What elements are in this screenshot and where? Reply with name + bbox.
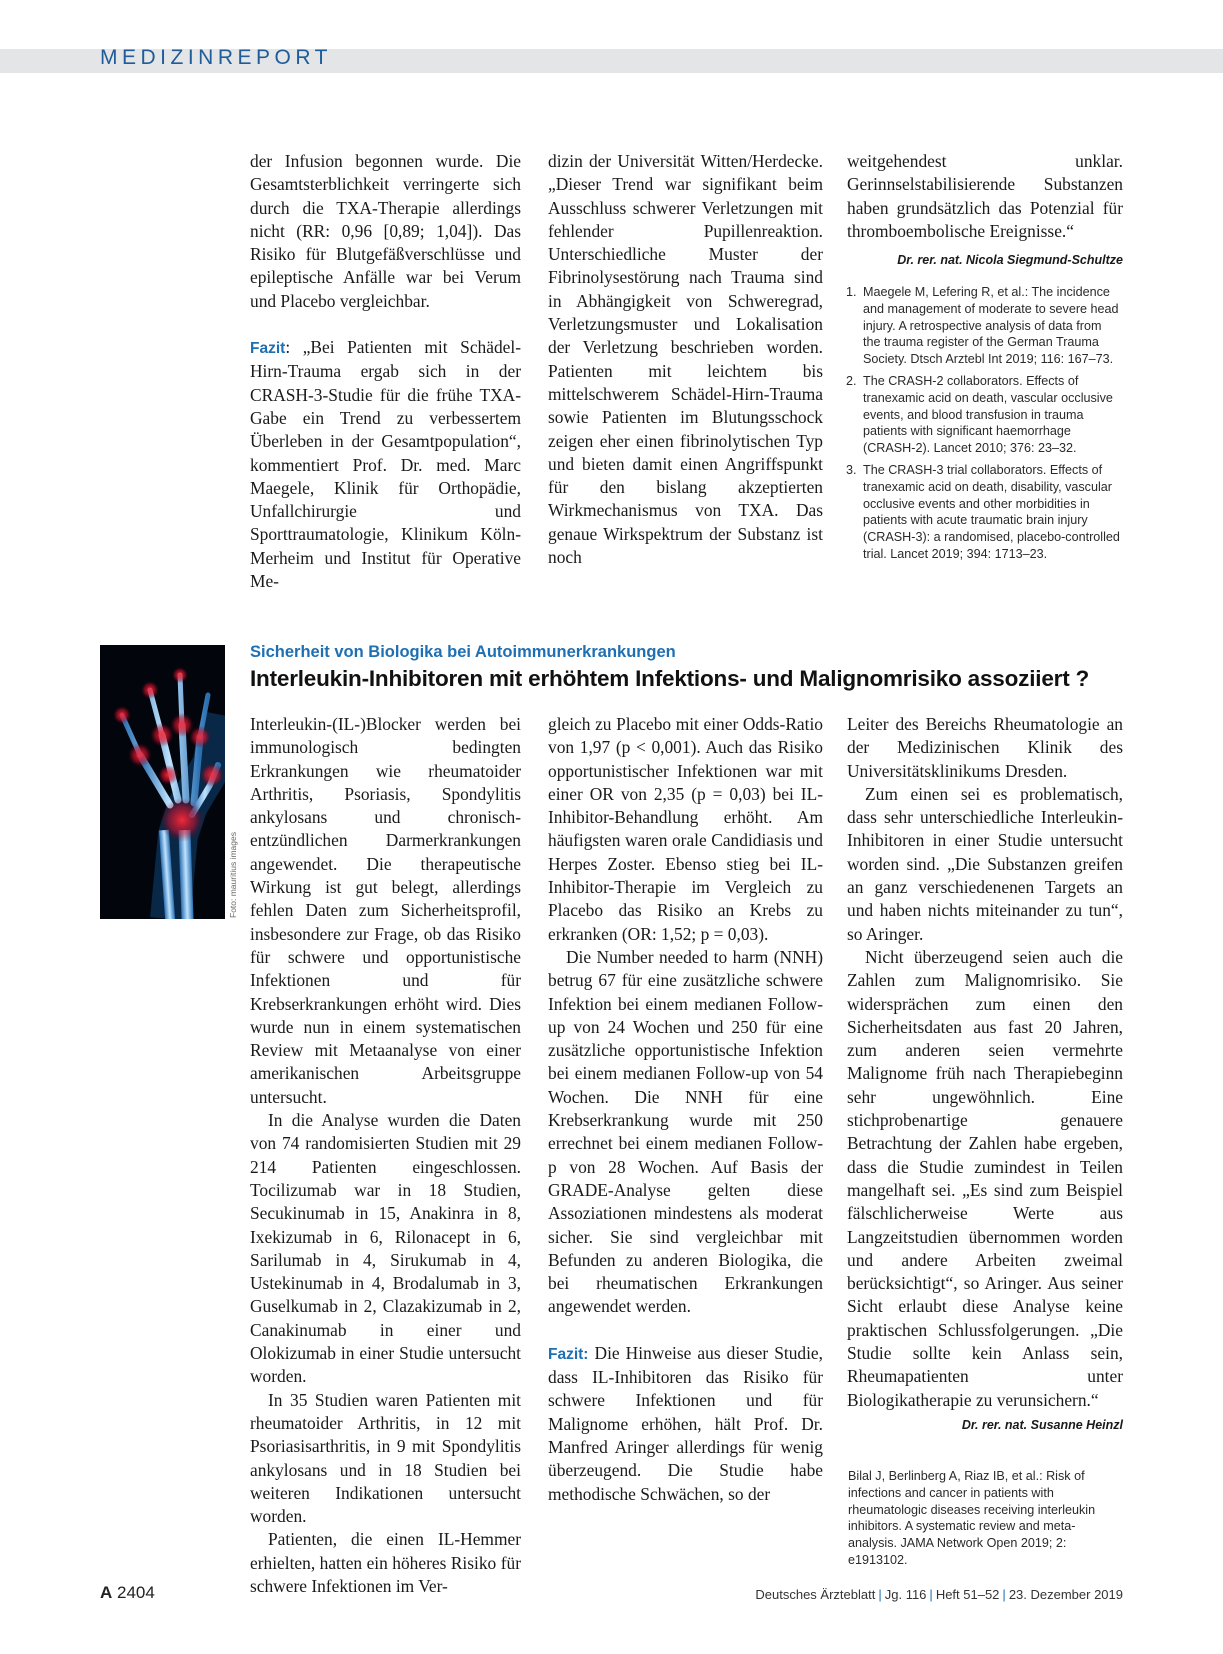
article1-col2-paragraph: dizin der Universität Witten/Herdecke. „Dieser Trend war signifikant beim Ausschluss schwerer Verletzungen mit fehlender Pupillenreaktion. Unterschiedliche Muster der Fibrinolysestörung nach Trauma sind in Abhängigkeit von Schweregrad, Verletzungsmuster und Lokalisation der Verletzung beschrieben worden. Patienten mit leichtem bis mittelschwerem Schädel-Hirn-Trauma sowie Patienten im Blutungsschock zeigen eher einen fibrinolytischen Typ und bieten damit einen Angriffspunkt für den bislang akzeptierten Wirkmechanismus von TXA. Das genaue Wirkspektrum der Substanz ist noch bbox=[548, 151, 823, 568]
article2-paragraph: Leiter des Bereichs Rheumatologie an der Medizinischen Klinik des Universitätsklinikums Dresden. bbox=[847, 714, 1123, 781]
article1-column-3 bbox=[847, 150, 1123, 272]
article1-col3-paragraph: weitgehendest unklar. Gerinnselstabilisierende Substanzen haben grundsätzlich das Potenzial für thromboembolische Ereignisse.“ bbox=[847, 151, 1123, 241]
hand-xray-photo bbox=[100, 645, 225, 919]
article-headline: Interleukin-Inhibitoren mit erhöhtem Infektions- und Malignomrisiko assoziiert ? bbox=[250, 666, 1090, 691]
fazit-text: : „Bei Patienten mit Schädel-Hirn-Trauma ergab sich in der CRASH-3-Studie für die frühe TXA-Gabe ein Trend zu verbessertem Überleben in der Gesamtpopulation“, kommentiert Prof. Dr. med. Marc Maegele, Klinik für Orthopädie, Unfallchirurgie und Sporttraumatologie, Klinikum Köln-Merheim und Institut für Operative Me- bbox=[250, 337, 521, 592]
article2-paragraph: Patienten, die einen IL-Hemmer erhielten, hatten ein höheres Risiko für schwere Infektionen im Ver- bbox=[250, 1529, 521, 1596]
section-title: MEDIZINREPORT bbox=[100, 46, 332, 69]
article2-reference: Bilal J, Berlinberg A, Riaz IB, et al.: Risk of infections and cancer in patients with rheumatologic diseases receiving interleukin inhibitors. A systematic review and meta-analysis. JAMA Network Open 2019; 2: e1913102. bbox=[848, 1469, 1096, 1567]
volume: Jg. 116 bbox=[884, 1587, 927, 1602]
article1-col1-paragraph: der Infusion begonnen wurde. Die Gesamtsterblichkeit verringerte sich durch die TXA-Therapie allerdings nicht (RR: 0,96 [0,89; 1,04]). Das Risiko für Blutgefäßverschlüsse und epileptische Anfälle war bei Verum und Placebo vergleichbar. bbox=[250, 151, 521, 311]
article2-paragraph: Die Number needed to harm (NNH) betrug 67 für eine zusätzliche schwere Infektion bei einem medianen Follow-up von 24 Wochen und 250 für eine zusätzliche opportunistische Infektion bei einem medianen Follow-up von 54 Wochen. Die NNH für eine Krebserkrankung wurde mit 250 errechnet bei einem medianen Follow-p von 28 Wochen. Auf Basis der GRADE-Analyse gelten diese Assoziationen mindestens als moderat sicher. Sie sind vergleichbar mit Befunden zu anderen Biologika, die bei rheumatischen Erkrankungen angewendet werden. bbox=[548, 946, 823, 1317]
issue: Heft 51–52 bbox=[935, 1587, 1000, 1602]
article1-fazit bbox=[250, 336, 521, 593]
article1-column-1 bbox=[250, 150, 521, 593]
reference-list bbox=[846, 284, 1122, 568]
article2-paragraph: Zum einen sei es problematisch, dass sehr unterschiedliche Interleukin-Inhibitoren in einer Studie untersucht worden sind. „Die Substanzen greifen an ganz verschiedenenen Targets an und haben nichts miteinander zu tun“, so Aringer. bbox=[847, 783, 1123, 944]
article1-author: Dr. rer. nat. Nicola Siegmund-Schultze bbox=[897, 253, 1123, 268]
article2-column-1 bbox=[250, 713, 521, 1598]
article2-fazit bbox=[548, 1342, 823, 1506]
article1-column-2 bbox=[548, 150, 823, 569]
article-kicker: Sicherheit von Biologika bei Autoimmunerkrankungen bbox=[250, 643, 676, 661]
fazit-label: Fazit: bbox=[548, 1345, 589, 1363]
article2-paragraph: Interleukin-(IL-)Blocker werden bei immunologisch bedingten Erkrankungen wie rheumatoider Arthritis, Psoriasis, Spondylitis ankylosans und chronisch-entzündlichen Darmerkrankungen angewendet. Die therapeutische Wirkung ist gut belegt, allerdings fehlen Daten zum Sicherheitsprofil, insbesondere zur Frage, ob das Risiko für schwere und opportunistische Infektionen und für Krebserkrankungen erhöht wird. Dies wurde nun in einem systematischen Review mit Metaanalyse von einer amerikanischen Arbeitsgruppe untersucht. bbox=[250, 714, 521, 1107]
article2-paragraph: In 35 Studien waren Patienten mit rheumatoider Arthritis, in 12 mit Psoriasisarthritis, in 9 mit Spondylitis ankylosans und in 18 Studien bei weiteren Indikationen untersucht worden. bbox=[250, 1389, 521, 1527]
reference-item: 1. Maegele M, Lefering R, et al.: The incidence and management of moderate to severe head injury. A retrospective analysis of data from the trauma register of the German Trauma Society. Dtsch Arztebl Int 2019; 116: 167–73. bbox=[846, 285, 1119, 367]
page-number: A 2404 bbox=[100, 1583, 155, 1602]
journal-name: Deutsches Ärzteblatt bbox=[755, 1587, 876, 1602]
article2-column-3 bbox=[847, 713, 1123, 1437]
article2-column-2 bbox=[548, 713, 823, 1506]
photo-credit: Foto: mauritius images bbox=[228, 832, 238, 918]
article2-paragraph: gleich zu Placebo mit einer Odds-Ratio von 1,97 (p < 0,001). Auch das Risiko opportunistischer Infektionen war mit einer OR von 2,35 (p = 0,03) bei IL-Inhibitor-Behandlung erhöht. Am häufigsten waren orale Candidiasis und Herpes Zoster. Ebenso stieg bei IL-Inhibitor-Therapie im Vergleich zu Placebo das Risiko an Krebs zu erkranken (OR: 1,52; p = 0,03). bbox=[548, 714, 823, 944]
date: 23. Dezember 2019 bbox=[1008, 1587, 1123, 1602]
article2-paragraph: Nicht überzeugend seien auch die Zahlen zum Malignomrisiko. Sie widersprächen zum einen den Sicherheitsdaten aus fast 20 Jahren, zum anderen seien vermehrte Malignome früh nach Therapiebeginn sehr ungewöhnlich. Eine stichprobenartige genauere Betrachtung der Zahlen habe ergeben, dass die Studie zumindest in Teilen mangelhaft sei. „Es sind zum Beispiel fälschlicherweise Werte aus Langzeitstudien übernommen worden und andere Arbeiten zweimal berücksichtigt“, so Aringer. Aus seiner Sicht erlaubt diese Analyse keine praktischen Schlussfolgerungen. „Die Studie sollte kein Anlass sein, Rheumapatienten unter Biologikatherapie zu verunsichern.“ Dr. rer. nat. Susanne Heinzl bbox=[847, 946, 1123, 1412]
article2-author: Dr. rer. nat. Susanne Heinzl bbox=[961, 1417, 1123, 1432]
fazit-label: Fazit bbox=[250, 340, 286, 358]
footer-journal-info: Deutsches Ärzteblatt | Jg. 116 | Heft 51–52 | 23. Dezember 2019 bbox=[755, 1587, 1123, 1602]
reference-item: 3. The CRASH-3 trial collaborators. Effects of tranexamic acid on death, disability, vascular occlusive events and other morbidities in patients with acute traumatic brain injury (CRASH-3): a randomised, placebo-controlled trial. Lancet 2019; 394: 1713–23. bbox=[846, 462, 1120, 561]
reference-item: 2. The CRASH-2 collaborators. Effects of tranexamic acid on death, vascular occlusive events, and blood transfusion in trauma patients with significant haemorrhage (CRASH-2). Lancet 2010; 376: 23–32. bbox=[846, 373, 1113, 456]
fazit-text: Die Hinweise aus dieser Studie, dass IL-Inhibitoren das Risiko für schwere Infektionen und für Malignome erhöhen, hält Prof. Dr. Manfred Aringer allerdings für wenig überzeugend. Die Studie habe methodische Schwächen, so der bbox=[548, 1342, 823, 1504]
article2-paragraph: In die Analyse wurden die Daten von 74 randomisierten Studien mit 29 214 Patienten eingeschlossen. Tocilizumab war in 18 Studien, Secukinumab in 15, Anakinra in 8, Ixekizumab in 6, Rilonacept in 6, Sarilumab in 4, Sirukumab in 4, Ustekinumab in 4, Brodalumab in 3, Guselkumab in 2, Clazakizumab in 2, Canakinumab in einer und Olokizumab in einer Studie untersucht worden. bbox=[250, 1110, 521, 1387]
